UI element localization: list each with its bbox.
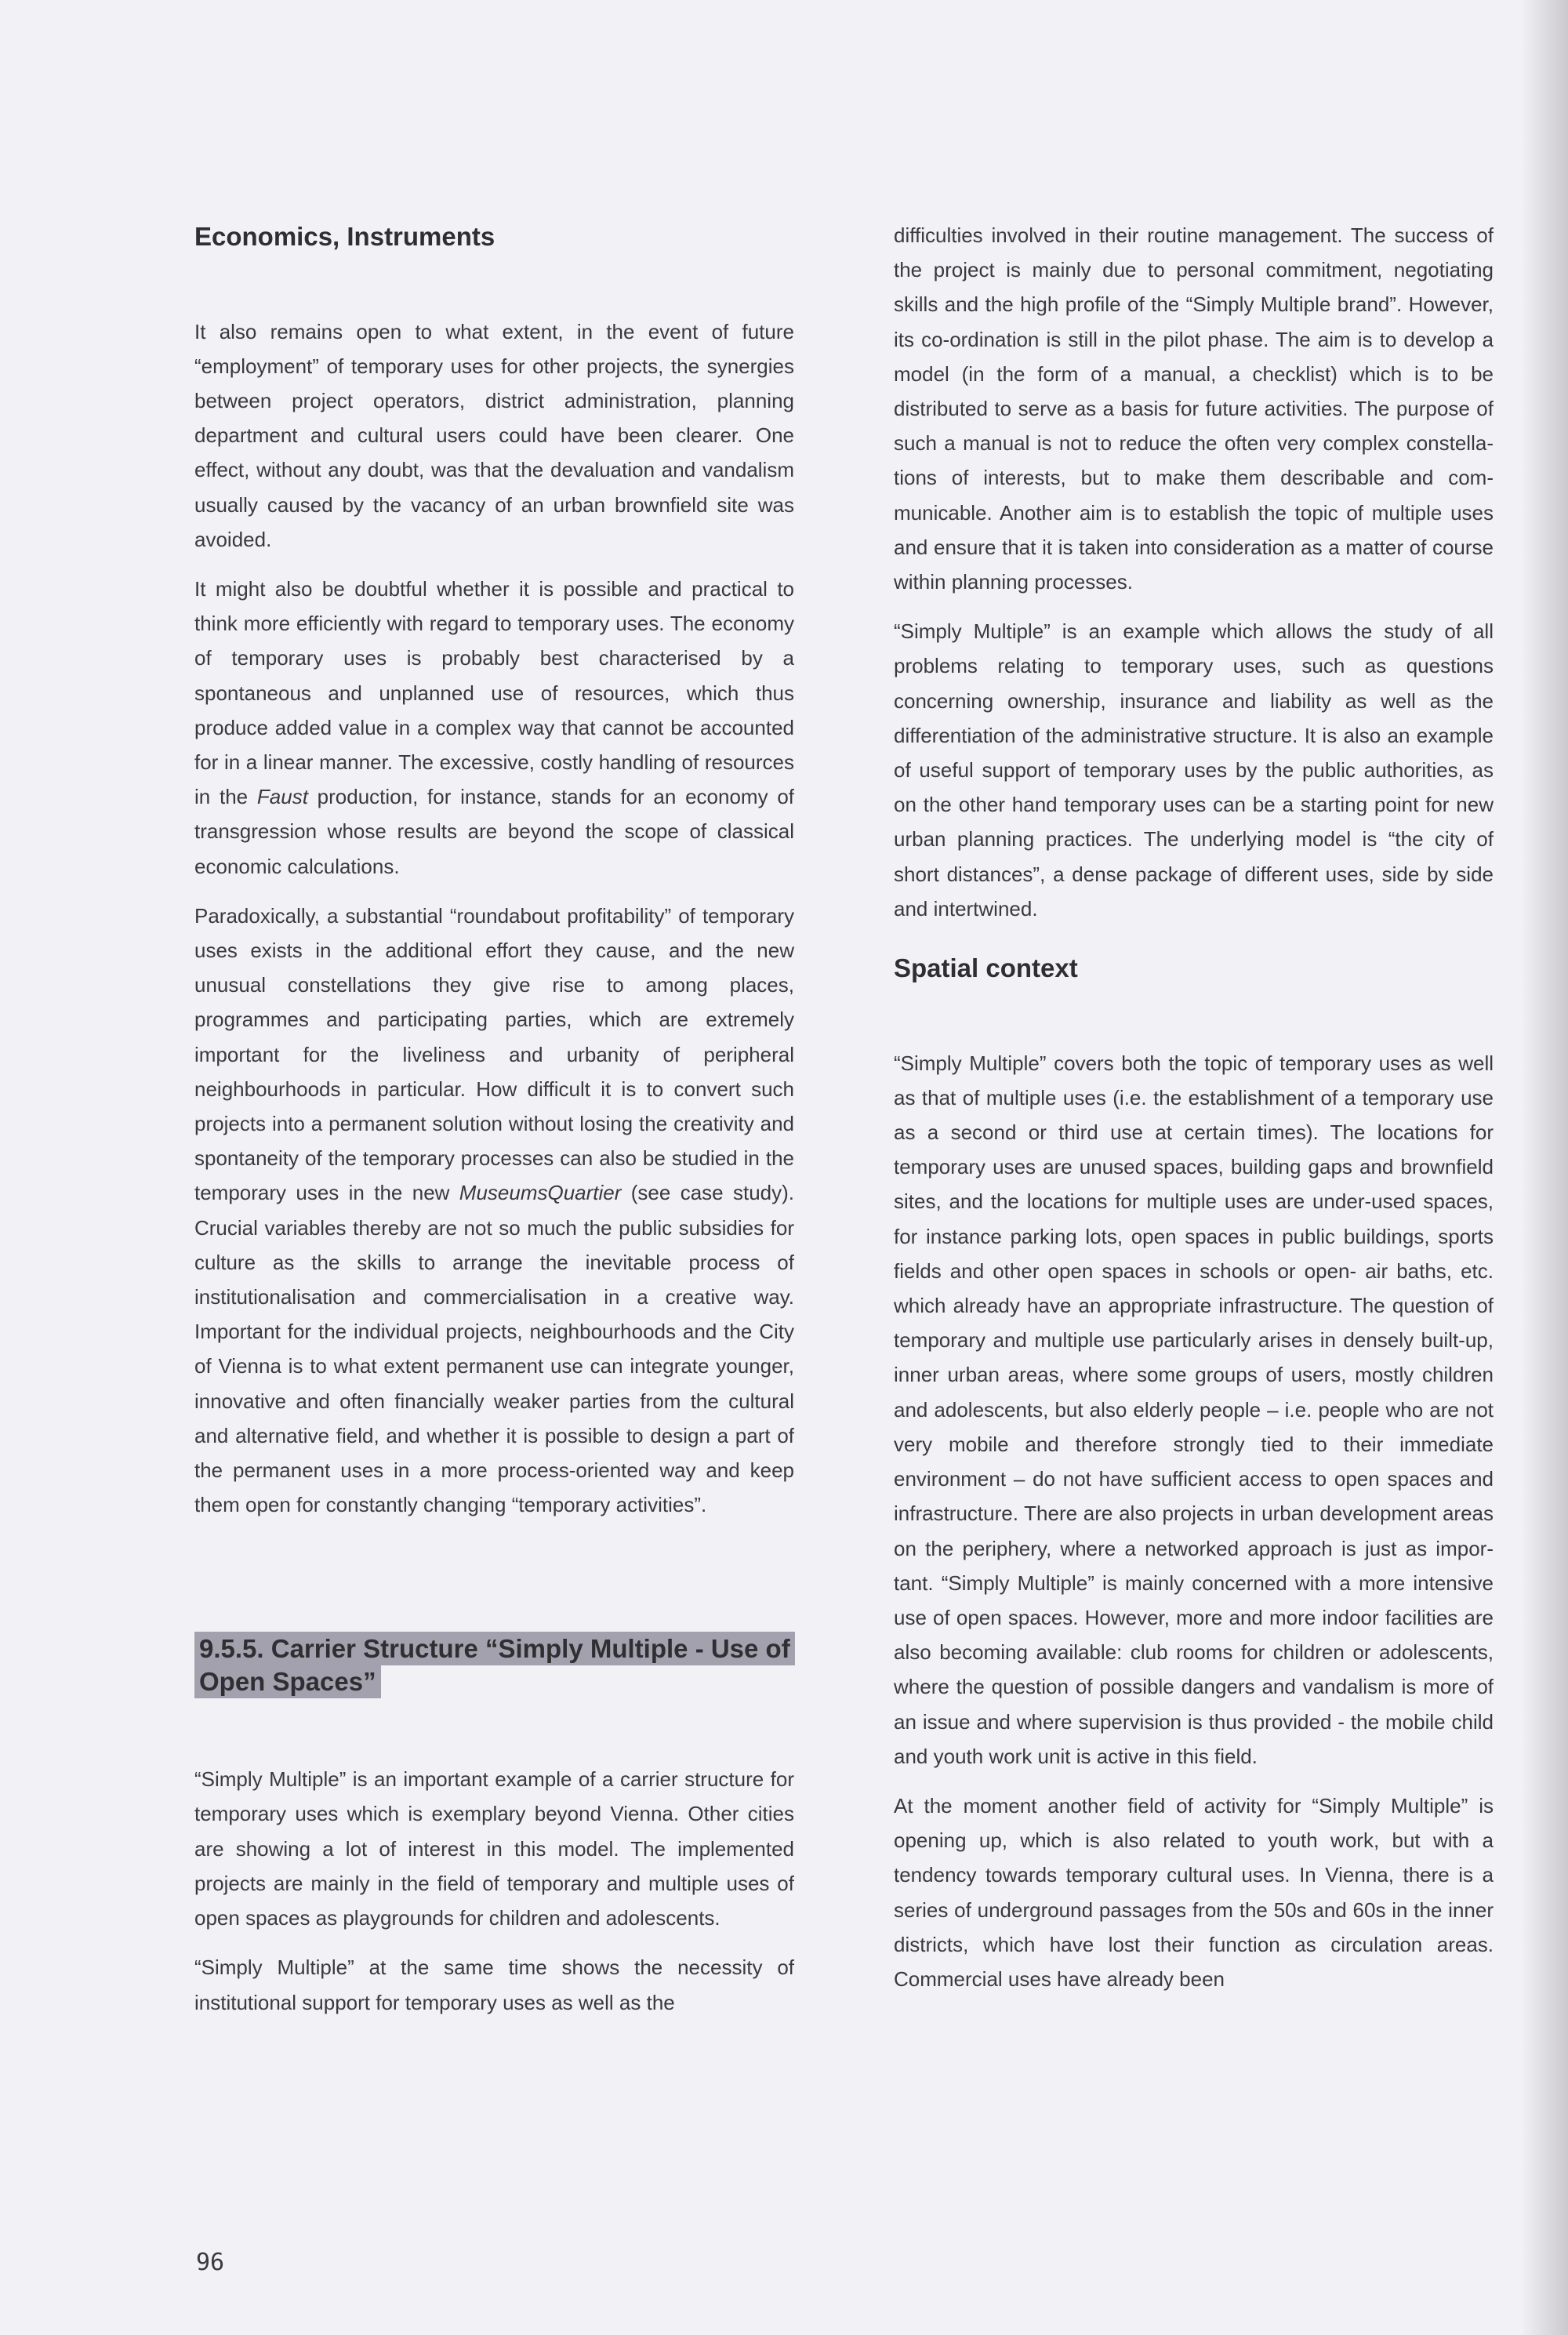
right-column [894, 218, 1494, 2011]
paragraph: “Simply Multiple” at the same time shows the necessity of institutional support for temporary uses as well as the [194, 1956, 794, 2014]
paragraph: At the moment another field of activity for “Simply Multiple” is opening up, which is also related to youth work, but with a tendency towards temporary cultural uses. In Vienna, there is a series of underground passages from the 50s and 60s in the inner districts, which have lost their function as circulation areas. Commercial uses have already been [894, 1793, 1494, 1991]
heading-economics-instruments: Economics, Instruments [194, 222, 495, 251]
paragraph [194, 572, 794, 884]
paragraph-text: (see case study). Crucial variables thereby are not so much the public subsidies for culture as the skills to arrange the inevitable process of institutionalisation and commercialisation in a creative way. Important for the individual projects, neighbourhoods and the City of Vienna is to what extent permanent use can integrate younger, innovative and often financially weaker parties from the cultural and alternative field, and whether it is possible to design a part of the permanent uses in a more process-oriented way and keep them open for constantly changing “temporary activities”. [194, 1181, 794, 1517]
left-column [194, 212, 794, 2035]
paragraph: “Simply Multiple” covers both the topic of temporary uses as well as that of multiple uses (i.e. the establishment of a temporary use as a second or third use at certain times). The locations for temporary uses are unused spaces, building gaps and brownfield sites, and the locations for multiple uses are under-used spaces, for instance parking lots, open spaces in public buildings, sports fields and other open spaces in schools or open- air baths, etc. which already have an appropriate infrastructure. The question of temporary and multiple use particularly arises in densely built-up, inner urban areas, where some groups of users, mostly children and adolescents, but also elderly people – i.e. people who are not very mobile and therefore strongly tied to their immediate environment – do not have sufficient access to open spaces and infrastructure. There are also projects in urban development areas on the periphery, where a networked approach is just as important. “Simply Multiple” is mainly concerned with a more intensive use of open spaces. However, more and more indoor facilities are also becoming available: club rooms for children or adolescents, where the question of possible dangers and vandalism is more of an issue and where supervision is thus provided - the mobile child and youth work unit is active in this field. [894, 1051, 1494, 1768]
heading-spatial-context: Spatial context [894, 953, 1078, 983]
paragraph [194, 899, 794, 1523]
paragraph-text: Paradoxically, a substantial “roundabout profitability” of temporary uses exists in the additional effort they cause, and the new unusual constellations they give rise to among places, programmes and participating parties, which are extremely important for the liveliness and urbanity of peripheral neighbourhoods in particular. How difficult it is to convert such projects into a permanent solution without losing the creativity and spontaneity of the temporary processes can also be studied in the temporary uses in the new [194, 903, 794, 1205]
italic-title: Faust [256, 785, 308, 809]
paragraph: It also remains open to what extent, in the event of future “employment” of temporary uses for other projects, the synergies between project operators, district administration, planning department and cultural users could have been clearer. One effect, without any doubt, was that the devaluation and vandalism usually caused by the vacancy of an urban brownfield site was avoided. [194, 319, 794, 551]
paragraph-text: It might also be doubtful whether it is possible and practical to think more efficiently with regard to temporary uses. The economy of temporary uses is probably best characterised by a spontaneous and unplanned use of resources, which thus produce added value in a complex way that cannot be accounted for in a linear manner. The excessive, costly handling of resources in the [194, 577, 794, 809]
page-edge-shadow [1521, 0, 1568, 2335]
paragraph-text: production, for instance, stands for an economy of transgression whose results are beyond the scope of classical economic calculations. [194, 785, 795, 878]
paragraph: difficulties involved in their routine management. The success of the project is mainly due to personal commitment, negotiating skills and the high profile of the “Simply Multiple brand”. However, its co-ordination is still in the pilot phase. The aim is to develop a model (in the form of a manual, a checklist) which is to be distributed to serve as a basis for future activities. The purpose of such a manual is not to reduce the often very complex constellations of interests, but to make them describable and communicable. Another aim is to establish the topic of multiple uses and ensure that it is taken into consideration as a matter of course within planning processes. [894, 223, 1494, 594]
subsection-heading [194, 1632, 794, 1700]
paragraph: “Simply Multiple” is an example which allows the study of all problems relating to temporary uses, such as questions concerning ownership, insurance and liability as well as the differentiation of the administrative structure. It is also an example of useful support of temporary uses by the public authorities, as on the other hand temporary uses can be a starting point for new urban planning practices. The underlying model is “the city of short distances”, a dense package of different uses, side by side and intertwined. [894, 619, 1494, 921]
highlighted-heading-text: 9.5.5. Carrier Structure “Simply Multiple - Use of Open Spaces” [194, 1632, 795, 1699]
italic-title: MuseumsQuartier [459, 1181, 622, 1205]
paragraph: “Simply Multiple” is an important example of a carrier structure for temporary uses which is exemplary beyond Vienna. Other cities are showing a lot of interest in this model. The implemented projects are mainly in the field of temporary and multiple uses of open spaces as playgrounds for children and adolescents. [194, 1767, 794, 1930]
page-number: 96 [196, 2249, 225, 2276]
